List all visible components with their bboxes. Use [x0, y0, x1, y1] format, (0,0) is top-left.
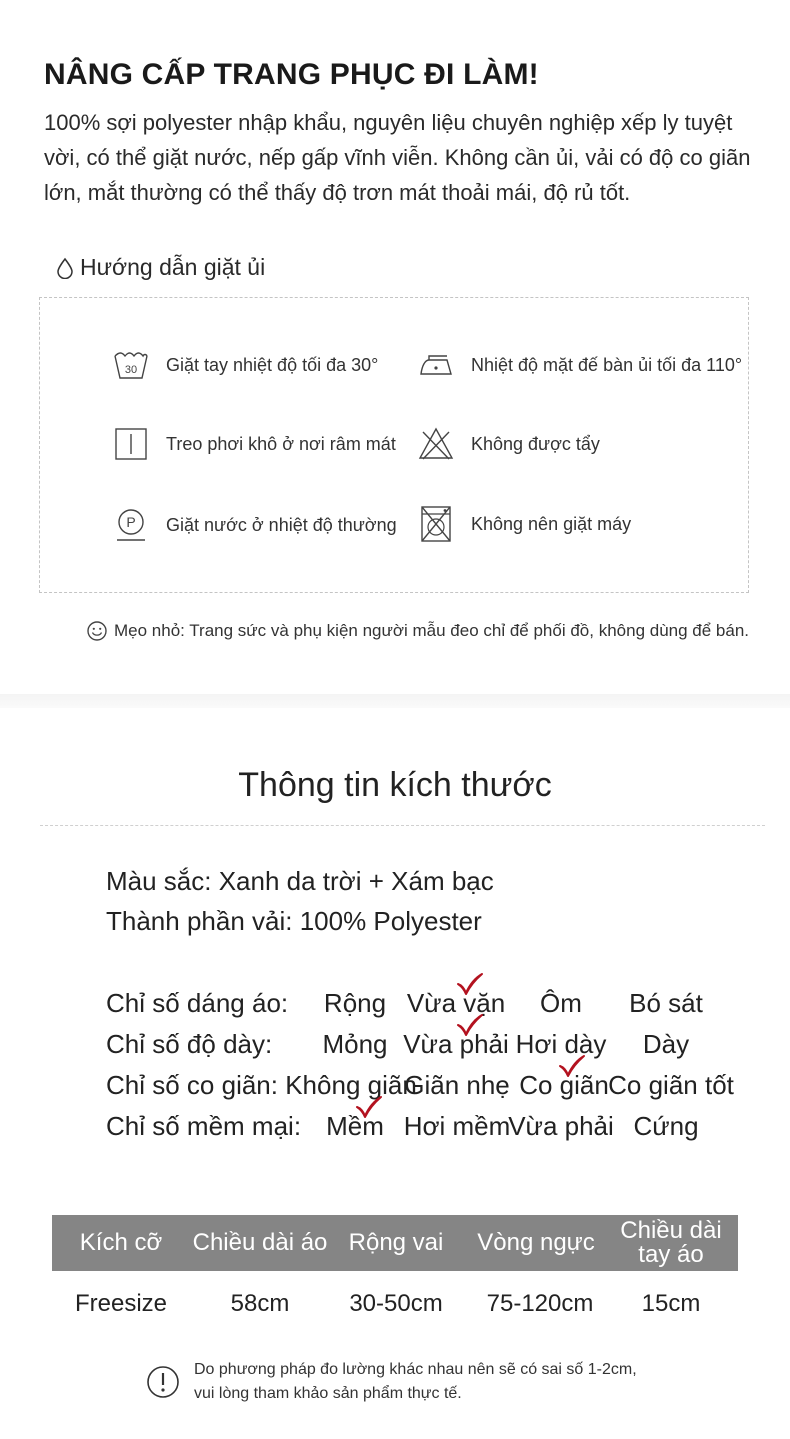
note-line: Do phương pháp đo lường khác nhau nên sẽ có sai số 1-2cm,	[194, 1361, 637, 1378]
index-option: Rộng	[323, 988, 387, 1018]
care-item-label: Treo phơi khô ở nơi râm mát	[166, 433, 396, 454]
table-header-cell: Rộng vai	[348, 1229, 444, 1256]
table-header-cell: Kích cỡ	[79, 1229, 163, 1256]
no-bleach-icon	[417, 426, 455, 462]
care-item-line-dry	[112, 426, 396, 462]
note-text	[194, 1358, 637, 1406]
checkmark-icon	[456, 1013, 484, 1037]
index-option: Vừa phải	[403, 1029, 509, 1059]
exclamation-icon	[146, 1365, 180, 1399]
svg-text:30: 30	[124, 364, 138, 376]
iron-110-icon	[417, 350, 455, 380]
care-item-label: Không nên giặt máy	[471, 513, 632, 534]
table-header-cell	[620, 1219, 721, 1267]
index-label: Chỉ số mềm mại:	[106, 1111, 302, 1141]
index-option: Cứng	[633, 1111, 699, 1141]
no-machine-wash-icon	[417, 504, 455, 544]
tip-text: Mẹo nhỏ: Trang sức và phụ kiện người mẫu đeo chỉ để phối đồ, không dùng để bán.	[114, 621, 750, 640]
care-item-no-bleach	[417, 426, 600, 462]
index-option: Hơi dày	[515, 1029, 607, 1059]
care-item-dry-clean	[112, 506, 397, 544]
index-label: Chỉ số co giãn:	[106, 1070, 278, 1100]
handwash-30-icon	[112, 348, 150, 382]
index-option: Ôm	[540, 988, 582, 1018]
care-item-label: Giặt nước ở nhiệt độ thường	[166, 514, 397, 535]
table-cell: Freesize	[74, 1290, 168, 1317]
smiley-icon	[86, 620, 108, 642]
care-item-label: Không được tẩy	[471, 433, 600, 454]
index-option: Bó sát	[629, 988, 703, 1018]
headline: NÂNG CẤP TRANG PHỤC ĐI LÀM!	[44, 58, 539, 91]
section-divider	[40, 825, 765, 826]
care-instructions-box	[39, 297, 749, 593]
index-option: Vừa vặn	[406, 988, 506, 1018]
care-item-label: Nhiệt độ mặt đế bàn ủi tối đa 110°	[471, 354, 743, 375]
checkmark-icon	[456, 972, 484, 996]
index-option: Co giãn	[519, 1070, 609, 1100]
checkmark-icon	[558, 1054, 586, 1078]
care-item-no-machine-wash	[417, 504, 631, 544]
measurement-note	[146, 1358, 637, 1406]
intro-paragraph: 100% sợi polyester nhập khẩu, nguyên liệu chuyên nghiệp xếp ly tuyệt vời, có thể giặt nước, nếp gấp vĩnh viễn. Không cần ủi, vải có độ co giãn lớn, mắt thường có thể thấy độ trơn mát thoải mái, độ rủ tốt.	[44, 110, 751, 205]
table-header-line: Chiều dài	[620, 1217, 722, 1244]
table-header-cell: Chiều dài áo	[192, 1229, 328, 1256]
index-option: Mỏng	[322, 1029, 388, 1059]
checkmark-icon	[355, 1095, 383, 1119]
table-cell: 75-120cm	[486, 1290, 594, 1317]
index-option: Hơi mềm	[403, 1111, 511, 1141]
fabric-line: Thành phần vải: 100% Polyester	[106, 906, 482, 936]
index-label: Chỉ số độ dày:	[106, 1029, 273, 1059]
svg-text:P: P	[126, 514, 136, 530]
table-cell: 58cm	[230, 1290, 290, 1317]
size-section-title: Thông tin kích thước	[238, 766, 552, 804]
index-option: Không giãn	[285, 1070, 417, 1100]
index-option: Mềm	[326, 1111, 384, 1141]
table-header-line: tay áo	[638, 1241, 704, 1268]
section-separator	[0, 694, 790, 708]
care-title	[56, 254, 265, 281]
index-option: Giãn nhẹ	[404, 1070, 510, 1100]
care-title-label: Hướng dẫn giặt ủi	[80, 254, 266, 280]
dry-clean-p-icon	[112, 506, 150, 544]
line-dry-shade-icon	[112, 426, 150, 462]
care-item-iron	[417, 350, 742, 380]
water-drop-icon	[56, 257, 74, 279]
color-line: Màu sắc: Xanh da trời + Xám bạc	[106, 866, 494, 896]
note-line: vui lòng tham khảo sản phẩm thực tế.	[194, 1385, 462, 1402]
index-option: Dày	[642, 1029, 690, 1059]
care-item-label: Giặt tay nhiệt độ tối đa 30°	[166, 354, 379, 375]
index-option: Vừa phải	[508, 1111, 614, 1141]
size-table-header	[52, 1215, 738, 1271]
tip-line	[86, 620, 749, 642]
index-label: Chỉ số dáng áo:	[106, 988, 289, 1018]
index-option: Co giãn tốt	[608, 1070, 734, 1100]
care-item-handwash	[112, 348, 378, 382]
table-header-cell: Vòng ngực	[477, 1229, 595, 1256]
table-cell: 15cm	[641, 1290, 701, 1317]
table-cell: 30-50cm	[349, 1290, 443, 1317]
